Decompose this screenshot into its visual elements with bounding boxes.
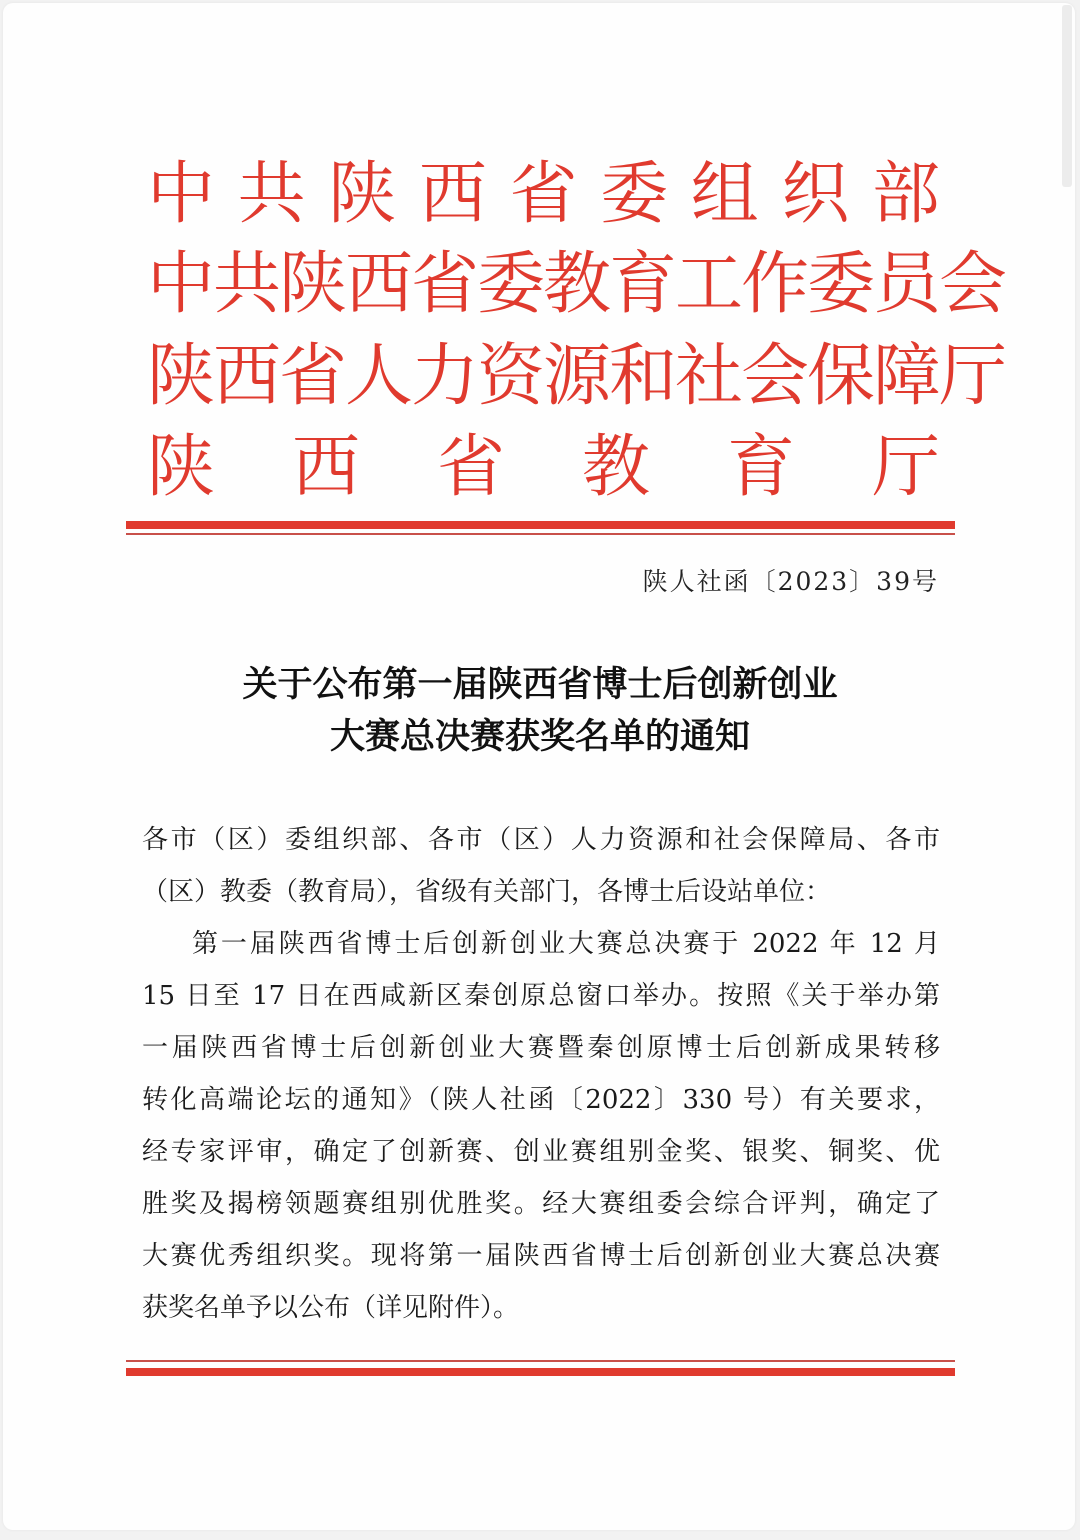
- letterhead-char: 陕: [279, 245, 348, 324]
- letterhead-char: 教: [543, 245, 612, 324]
- letterhead-char: 社: [675, 337, 744, 416]
- letterhead-char: 陕: [147, 337, 216, 416]
- body-line: 一届陕西省博士后创新创业大赛暨秦创原博士后创新成果转移: [142, 1033, 940, 1063]
- letterhead-char: 共: [213, 245, 282, 324]
- body-line: 第一届陕西省博士后创新创业大赛总决赛于 2022 年 12 月: [192, 929, 940, 959]
- doc-title-line-1: 关于公布第一届陕西省博士后创新创业: [242, 664, 838, 705]
- letterhead-char: 陕: [328, 155, 397, 234]
- letterhead-char: 力: [411, 337, 480, 416]
- letterhead-char: 中: [147, 245, 216, 324]
- letterhead-char: 部: [872, 155, 941, 234]
- letterhead-char: 工: [675, 245, 744, 324]
- letterhead-char: 厅: [872, 428, 941, 507]
- letterhead-char: 人: [345, 337, 414, 416]
- letterhead-char: 员: [873, 245, 942, 324]
- letterhead-char: 源: [543, 337, 612, 416]
- letterhead-org-1: [147, 155, 940, 235]
- letterhead-char: 和: [609, 337, 678, 416]
- letterhead-char: 省: [509, 155, 578, 234]
- letterhead-char: 保: [807, 337, 876, 416]
- letterhead-char: 组: [690, 155, 759, 234]
- body-line: 胜奖及揭榜领题赛组别优胜奖。经大赛组委会综合评判，确定了: [142, 1189, 940, 1219]
- header-thick-rule: [126, 521, 955, 529]
- letterhead-char: 教: [582, 428, 651, 507]
- letterhead-char: 织: [781, 155, 850, 234]
- letterhead-char: 共: [237, 155, 306, 234]
- letterhead-char: 会: [741, 337, 810, 416]
- doc-title-line-2: 大赛总决赛获奖名单的通知: [329, 716, 750, 757]
- letterhead-org-2: [147, 245, 1008, 325]
- recipients-line-2: （区）教委（教育局），省级有关部门，各博士后设站单位：: [142, 877, 832, 907]
- letterhead-char: 西: [418, 155, 487, 234]
- letterhead-char: 西: [292, 428, 361, 507]
- letterhead-char: 西: [213, 337, 282, 416]
- header-thin-rule: [126, 533, 955, 535]
- body-line: 获奖名单予以公布（详见附件）。: [142, 1293, 520, 1323]
- letterhead-char: 委: [807, 245, 876, 324]
- footer-thick-rule: [126, 1368, 955, 1376]
- body-line: 15 日至 17 日在西咸新区秦创原总窗口举办。按照《关于举办第: [142, 981, 940, 1011]
- letterhead-char: 育: [727, 428, 796, 507]
- body-line: 经专家评审，确定了创新赛、创业赛组别金奖、银奖、铜奖、优: [142, 1137, 940, 1167]
- letterhead-char: 中: [147, 155, 216, 234]
- recipients-line-1: 各市（区）委组织部、各市（区）人力资源和社会保障局、各市: [142, 825, 940, 855]
- footer-thin-rule: [126, 1360, 955, 1362]
- letterhead-char: 省: [279, 337, 348, 416]
- letterhead-char: 委: [477, 245, 546, 324]
- letterhead-char: 陕: [147, 428, 216, 507]
- letterhead-char: 委: [600, 155, 669, 234]
- letterhead-char: 厅: [939, 337, 1008, 416]
- letterhead-org-4: [147, 428, 940, 508]
- scrollbar[interactable]: [1062, 5, 1072, 187]
- letterhead-char: 会: [939, 245, 1008, 324]
- body-line: 大赛优秀组织奖。现将第一届陕西省博士后创新创业大赛总决赛: [142, 1241, 940, 1271]
- letterhead-char: 省: [411, 245, 480, 324]
- letterhead-char: 作: [741, 245, 810, 324]
- letterhead-char: 资: [477, 337, 546, 416]
- letterhead-char: 省: [437, 428, 506, 507]
- body-line: 转化高端论坛的通知》（陕人社函〔2022〕330 号）有关要求，: [142, 1085, 940, 1115]
- letterhead-char: 西: [345, 245, 414, 324]
- letterhead-org-3: [147, 337, 1008, 417]
- letterhead-char: 障: [873, 337, 942, 416]
- document-number: 陕人社函〔2023〕39号: [642, 567, 939, 596]
- letterhead-char: 育: [609, 245, 678, 324]
